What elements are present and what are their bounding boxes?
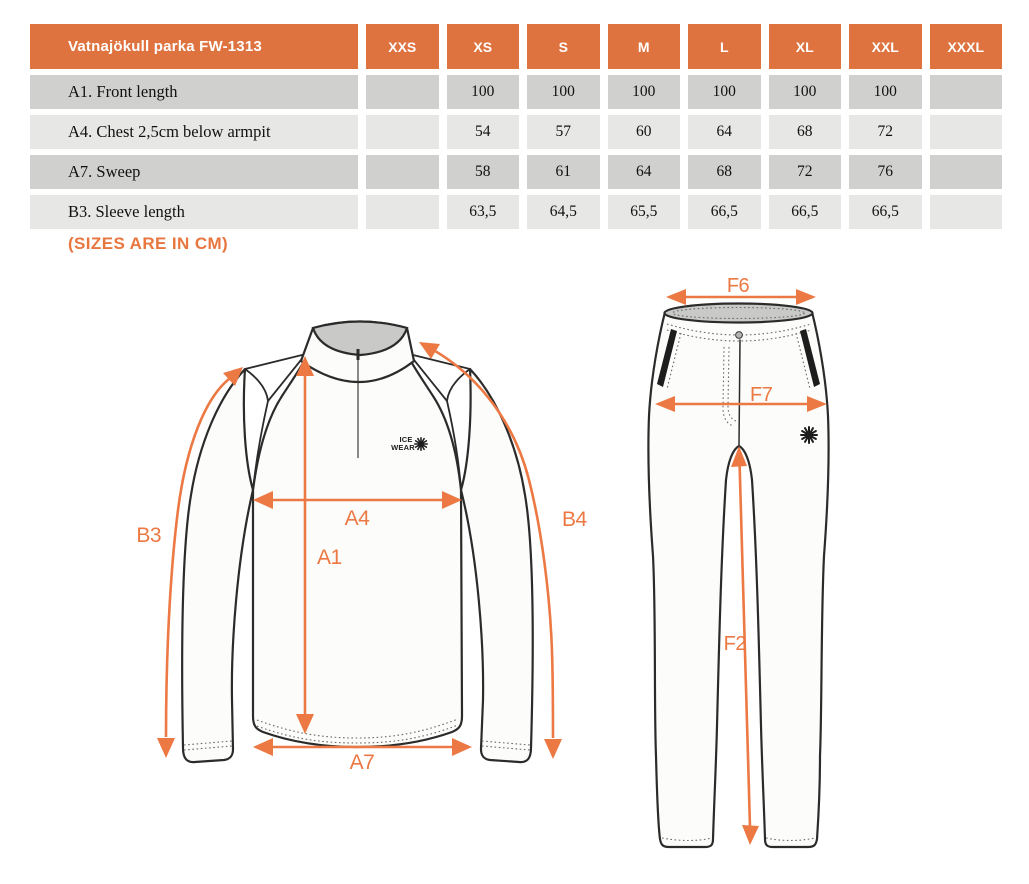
table-cell: 64 [608,155,681,189]
table-cell: 54 [447,115,520,149]
label-a7: A7 [349,751,375,774]
table-cell: 68 [769,115,842,149]
arrowhead [452,738,472,756]
size-table [30,24,1002,229]
arrowhead [157,738,175,758]
label-a1: A1 [317,546,342,569]
label-f2: F2 [723,633,746,655]
table-header-size-l: L [688,24,761,69]
center-front-seam [739,340,740,445]
pants-diagram [640,270,840,855]
table-cell [930,195,1003,229]
row-label-sleeve-length: B3. Sleeve length [30,195,358,229]
label-b3: B3 [136,524,161,547]
table-header-product: Vatnajökull parka FW-1313 [30,24,358,69]
row-label-chest: A4. Chest 2,5cm below armpit [30,115,358,149]
table-header-size-xxxl: XXXL [930,24,1003,69]
table-header-size-s: S [527,24,600,69]
table-cell: 76 [849,155,922,189]
table-cell: 57 [527,115,600,149]
table-cell: 100 [769,75,842,109]
pants-waist-opening [665,304,813,323]
label-f6: F6 [726,275,750,297]
table-cell [366,75,439,109]
arrowhead [666,289,686,305]
table-header-size-m: M [608,24,681,69]
arrowhead [544,739,562,759]
sizes-unit-note: (SIZES ARE IN CM) [68,234,229,253]
label-f7: F7 [750,384,773,406]
jacket-diagram [95,300,600,790]
table-header-size-xl: XL [769,24,842,69]
table-cell: 58 [447,155,520,189]
table-cell [366,115,439,149]
table-cell: 100 [608,75,681,109]
table-cell: 100 [447,75,520,109]
table-cell: 72 [849,115,922,149]
table-cell: 72 [769,155,842,189]
table-cell [366,155,439,189]
table-cell: 61 [527,155,600,189]
pants-body [648,312,828,847]
row-label-sweep: A7. Sweep [30,155,358,189]
table-cell: 64,5 [527,195,600,229]
table-cell: 66,5 [688,195,761,229]
table-header-size-xs: XS [447,24,520,69]
table-cell: 68 [688,155,761,189]
table-header-size-xxl: XXL [849,24,922,69]
jacket-right-sleeve [461,369,533,762]
icewear-logo-line2: WEAR [391,443,415,452]
arrowhead [796,289,816,305]
waist-button [736,332,743,339]
table-cell [930,155,1003,189]
icewear-logo-line1: ICE [399,435,413,444]
table-cell: 64 [688,115,761,149]
table-cell: 65,5 [608,195,681,229]
table-cell: 100 [849,75,922,109]
label-a4: A4 [344,507,370,530]
table-cell: 100 [527,75,600,109]
table-cell: 63,5 [447,195,520,229]
table-cell: 66,5 [849,195,922,229]
arrowhead [742,825,759,845]
label-b4: B4 [562,508,587,531]
arrowhead [253,738,273,756]
table-cell: 66,5 [769,195,842,229]
table-cell [930,75,1003,109]
table-cell [366,195,439,229]
table-cell: 100 [688,75,761,109]
row-label-front-length: A1. Front length [30,75,358,109]
table-cell: 60 [608,115,681,149]
table-cell [930,115,1003,149]
table-header-size-xxs: XXS [366,24,439,69]
jacket-left-sleeve [182,369,253,762]
